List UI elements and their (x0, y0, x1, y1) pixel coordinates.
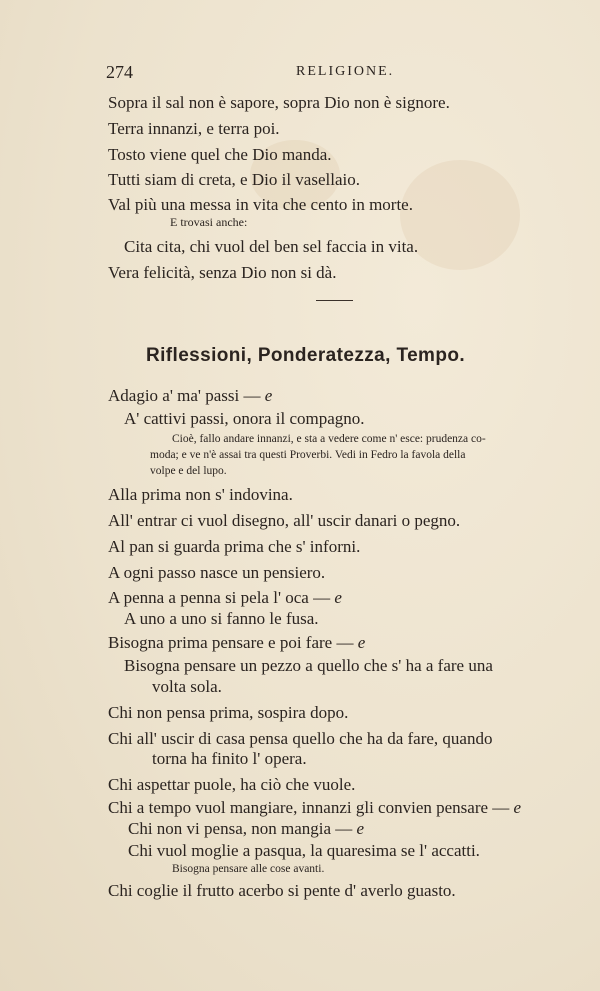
conjunction-mark: e (356, 819, 365, 838)
proverb-text: Chi a tempo vuol mangiare, innanzi gli convien pensare — (108, 798, 510, 817)
proverb-line: A ogni passo nasce un pensiero. (108, 563, 326, 582)
proverb-line: Chi vuol moglie a pasqua, la quaresima se l' accatti. (128, 841, 480, 860)
proverb-text: Bisogna prima pensare e poi fare — (108, 633, 354, 652)
proverb-line (108, 797, 521, 819)
proverb-line (108, 385, 272, 407)
page-number: 274 (106, 62, 133, 82)
proverb-line: All' entrar ci vuol disegno, all' uscir danari o pegno. (108, 511, 461, 530)
proverb-line: Chi all' uscir di casa pensa quello che ha da fare, quando (108, 729, 493, 748)
proverb-line: Terra innanzi, e terra poi. (108, 119, 280, 138)
proverb-line: volta sola. (152, 677, 222, 696)
proverb-line: Chi aspettar puole, ha ciò che vuole. (108, 775, 356, 794)
proverb-line: Vera felicità, senza Dio non si dà. (108, 263, 337, 282)
proverb-line (108, 632, 365, 654)
proverb-line: Alla prima non s' indovina. (108, 485, 293, 504)
commentary-note: Cioè, fallo andare innanzi, e sta a vedere come n' esce: prudenza co- (172, 433, 486, 445)
proverb-line (128, 818, 364, 840)
commentary-note: Bisogna pensare alle cose avanti. (172, 863, 325, 875)
section-heading: Riflessioni, Ponderatezza, Tempo. (146, 345, 466, 366)
proverb-line: Al pan si guarda prima che s' inforni. (108, 537, 361, 556)
proverb-line: Val più una messa in vita che cento in morte. (108, 195, 413, 214)
page-header (106, 62, 536, 84)
proverb-line (108, 587, 342, 609)
proverb-line: torna ha finito l' opera. (152, 749, 307, 768)
proverb-line: Cita cita, chi vuol del ben sel faccia in vita. (124, 237, 419, 256)
proverb-text: Chi non vi pensa, non mangia — (128, 819, 353, 838)
proverb-line: Tosto viene quel che Dio manda. (108, 145, 332, 164)
proverb-line: Bisogna pensare un pezzo a quello che s' ha a fare una (124, 656, 493, 675)
conjunction-mark: e (513, 798, 522, 817)
proverb-line: Chi coglie il frutto acerbo si pente d' averlo guasto. (108, 881, 456, 900)
proverb-text: A penna a penna si pela l' oca — (108, 588, 331, 607)
proverb-text: Adagio a' ma' passi — (108, 386, 261, 405)
section-divider (316, 300, 353, 301)
commentary-note: moda; e ve n'è assai tra questi Proverbi. Vedi in Fedro la favola della (150, 449, 466, 461)
proverb-line: Tutti siam di creta, e Dio il vasellaio. (108, 170, 360, 189)
conjunction-mark: e (334, 588, 342, 607)
conjunction-mark: e (264, 386, 273, 405)
note-anche: E trovasi anche: (170, 215, 248, 229)
proverb-line: A' cattivi passi, onora il compagno. (124, 409, 365, 428)
proverb-line: A uno a uno si fanno le fusa. (124, 609, 319, 628)
commentary-note: volpe e del lupo. (150, 465, 227, 477)
conjunction-mark: e (357, 633, 366, 652)
proverb-line: Sopra il sal non è sapore, sopra Dio non è signore. (108, 93, 450, 112)
proverb-line: Chi non pensa prima, sospira dopo. (108, 703, 349, 722)
running-title: RELIGIONE. (296, 64, 395, 79)
